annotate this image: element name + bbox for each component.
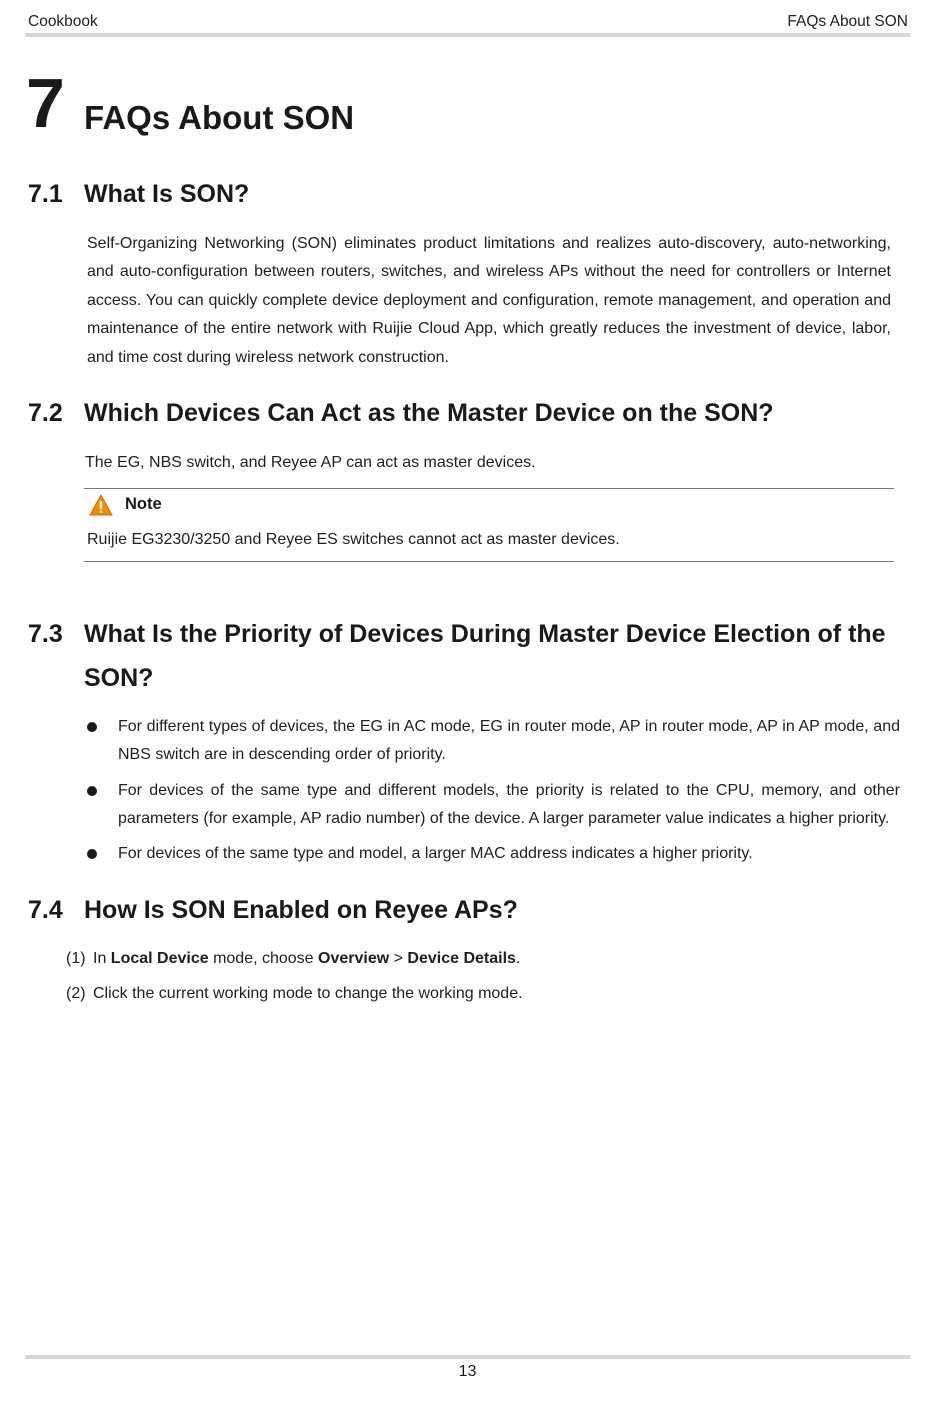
bullet-marker (87, 786, 97, 796)
bullet-marker (87, 722, 97, 732)
ui-term-local-device: Local Device (110, 950, 209, 967)
step-text: > (389, 950, 408, 967)
warning-triangle-icon (89, 494, 113, 516)
header-divider (25, 33, 910, 37)
note-bottom-rule (84, 561, 894, 562)
section-7-1-body: Self-Organizing Networking (SON) eliminates product limitations and realizes auto-discovery, auto-networking, and auto-configuration between routers, switches, and wireless APs without the need for controllers or Internet access. You can quickly complete device deployment and configuration, remote management, and operation and maintenance of the entire network with Ruijie Cloud App, which greatly reduces the investment of device, labor, and time cost during wireless network construction. (87, 235, 891, 366)
section-number: 7.3 (28, 620, 63, 648)
ui-term-device-details: Device Details (407, 950, 516, 967)
page-number: 13 (458, 1363, 477, 1380)
section-title: What Is the Priority of Devices During Master Device Election of the SON? (84, 620, 886, 692)
note-label: Note (125, 495, 162, 513)
section-title: Which Devices Can Act as the Master Device on the SON? (84, 399, 774, 427)
step-text: mode, choose (208, 950, 319, 967)
section-number: 7.2 (28, 399, 63, 427)
step-1 (66, 948, 520, 970)
step-text: . (515, 950, 521, 967)
section-number: 7.1 (28, 180, 63, 208)
section-7-2-body: The EG, NBS switch, and Reyee AP can act as master devices. (85, 454, 536, 471)
bullet-item: For devices of the same type and different models, the priority is related to the CPU, memory, and other parameters (for example, AP radio number) of the device. A larger parameter value indicates a higher priority. (118, 782, 900, 828)
bullet-item: For different types of devices, the EG in AC mode, EG in router mode, AP in router mode, AP in AP mode, and NBS switch are in descending order of priority. (118, 718, 900, 764)
chapter-title: FAQs About SON (84, 99, 355, 136)
section-title: What Is SON? (84, 180, 250, 208)
chapter-number: 7 (26, 64, 64, 142)
step-index: (1) (66, 950, 86, 967)
bullet-item: For devices of the same type and model, a larger MAC address indicates a higher priority. (118, 845, 753, 862)
step-2 (66, 983, 523, 1005)
section-title: How Is SON Enabled on Reyee APs? (84, 896, 518, 924)
step-index: (2) (66, 985, 86, 1002)
running-header-right: FAQs About SON (787, 13, 908, 30)
running-header-left: Cookbook (28, 13, 98, 30)
footer-divider (25, 1355, 910, 1359)
step-text: In (93, 950, 111, 967)
bullet-marker (87, 849, 97, 859)
step-text: Click the current working mode to change the working mode. (93, 985, 523, 1002)
ui-term-overview: Overview (318, 950, 390, 967)
section-number: 7.4 (28, 896, 63, 924)
note-top-rule (84, 488, 894, 489)
note-text: Ruijie EG3230/3250 and Reyee ES switches cannot act as master devices. (87, 531, 620, 548)
